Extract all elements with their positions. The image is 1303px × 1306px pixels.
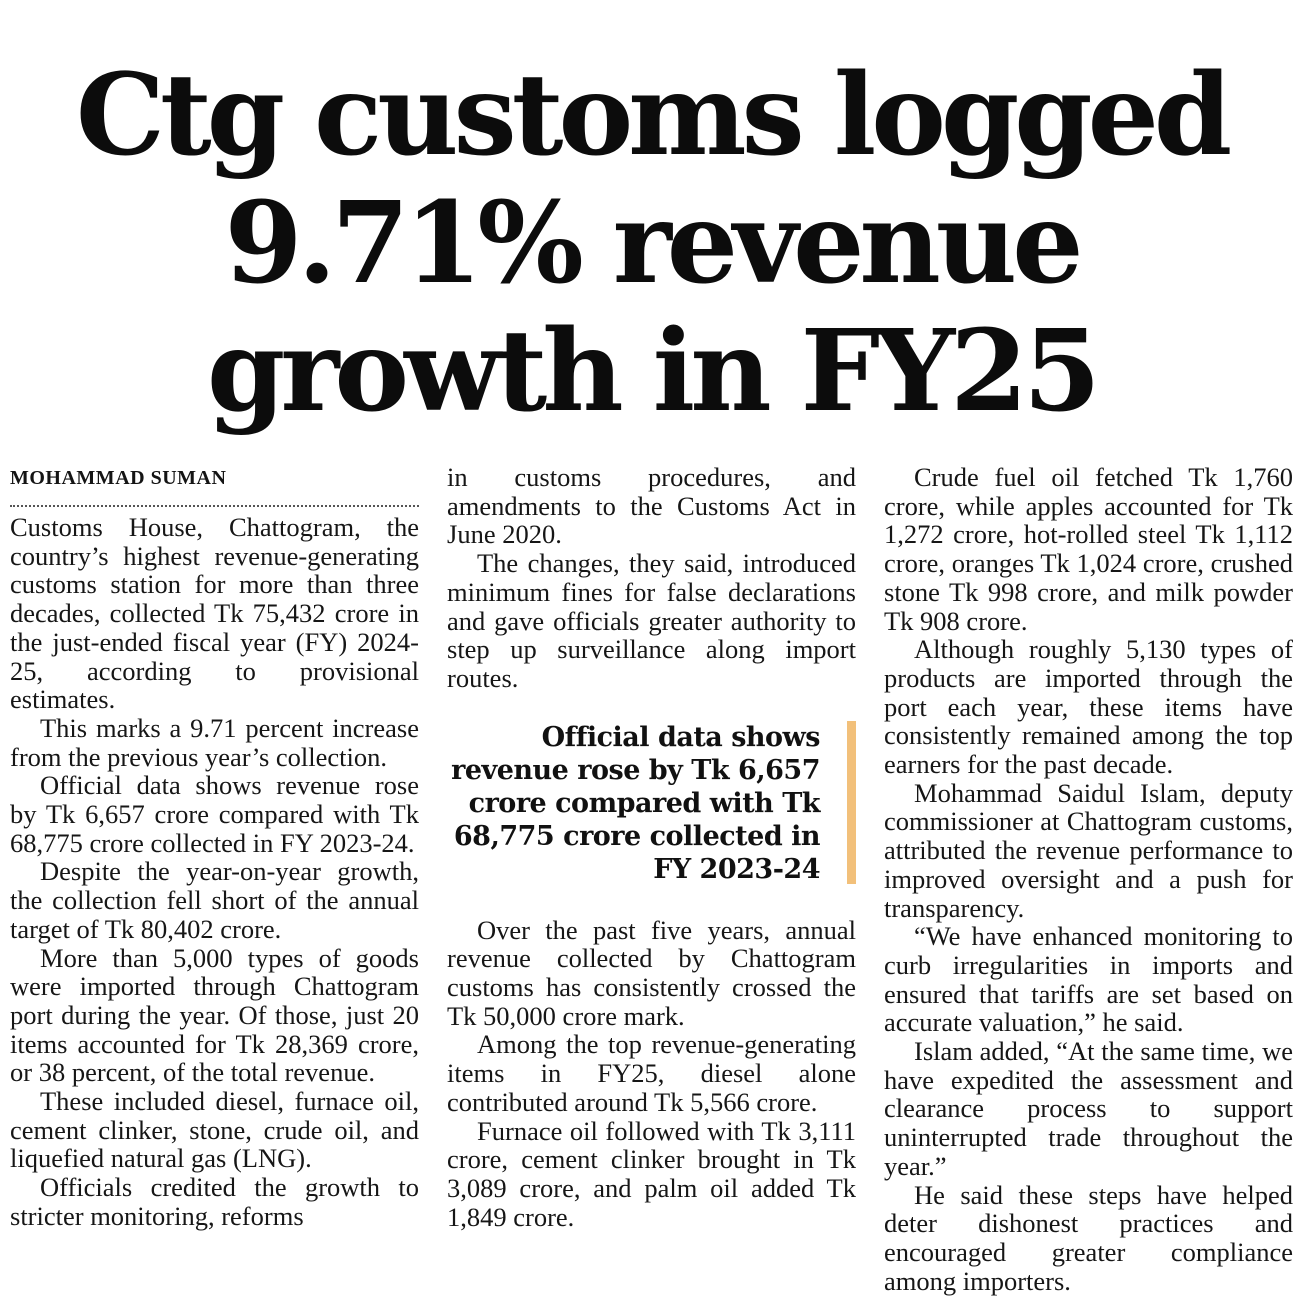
pull-quote-text: Official data shows revenue rose by Tk 6,657 crore compared with Tk 68,775 crore collected in FY 2023-24	[451, 721, 820, 885]
article-column-1	[10, 463, 419, 1231]
paragraph: More than 5,000 types of goods were imported through Chattogram port during the year. Of those, just 20 items accounted for Tk 28,369 crore, or 38 percent, of the total revenue.	[10, 942, 419, 1088]
paragraph: This marks a 9.71 percent increase from the previous year’s collection.	[10, 712, 419, 772]
paragraph: Mohammad Saidul Islam, deputy commissioner at Chattogram customs, attributed the revenue performance to improved oversight and a push for transparency.	[884, 777, 1293, 923]
paragraph: These included diesel, furnace oil, cement clinker, stone, crude oil, and liquefied natural gas (LNG).	[10, 1086, 419, 1174]
paragraph: Officials credited the growth to stricter monitoring, reforms	[10, 1172, 419, 1231]
paragraph: The changes, they said, introduced minimum fines for false declarations and gave officials greater authority to step up surveillance along import routes.	[447, 548, 856, 693]
paragraph: Official data shows revenue rose by Tk 6,657 crore compared with Tk 68,775 crore collected in FY 2023-24.	[10, 770, 419, 858]
headline	[0, 52, 1303, 436]
headline-line-1: Ctg customs logged	[75, 50, 1228, 181]
paragraph: Islam added, “At the same time, we have expedited the assessment and clearance process to support uninterrupted trade throughout the year.”	[884, 1036, 1293, 1181]
paragraph: Crude fuel oil fetched Tk 1,760 crore, while apples accounted for Tk 1,272 crore, hot-rolled steel Tk 1,112 crore, oranges Tk 1,024 crore, crushed stone Tk 998 crore, and milk powder Tk 908 crore.	[884, 462, 1293, 636]
pull-quote	[447, 721, 856, 886]
pull-quote-accent-bar	[847, 721, 856, 884]
paragraph: “We have enhanced monitoring to curb irregularities in imports and ensured that tariffs are set based on accurate valuation,” he said.	[884, 921, 1293, 1038]
paragraph: in customs procedures, and amendments to the Customs Act in June 2020.	[447, 462, 856, 550]
paragraph: Despite the year-on-year growth, the collection fell short of the annual target of Tk 80,402 crore.	[10, 856, 419, 944]
paragraph: Customs House, Chattogram, the country’s highest revenue-generating customs station for more than three decades, collected Tk 75,432 crore in the just-ended fiscal year (FY) 2024-25, according to provisional estimates.	[10, 512, 419, 715]
paragraph: Among the top revenue-generating items in FY25, diesel alone contributed around Tk 5,566 crore.	[447, 1029, 856, 1117]
paragraph: Furnace oil followed with Tk 3,111 crore, cement clinker brought in Tk 3,089 crore, and palm oil added Tk 1,849 crore.	[447, 1115, 856, 1232]
article-column-3	[884, 463, 1293, 1295]
paragraph: He said these steps have helped deter dishonest practices and encouraged greater compliance among importers.	[884, 1179, 1293, 1296]
headline-line-3: growth in FY25	[207, 306, 1096, 437]
article-column-2	[447, 463, 856, 1231]
paragraph: Although roughly 5,130 types of products are imported through the port each year, these items have consistently remained among the top earners for the past decade.	[884, 634, 1293, 780]
byline: MOHAMMAD SUMAN	[10, 463, 419, 507]
paragraph: Over the past five years, annual revenue collected by Chattogram customs has consistently crossed the Tk 50,000 crore mark.	[447, 914, 856, 1031]
headline-line-2: 9.71% revenue	[224, 178, 1079, 309]
